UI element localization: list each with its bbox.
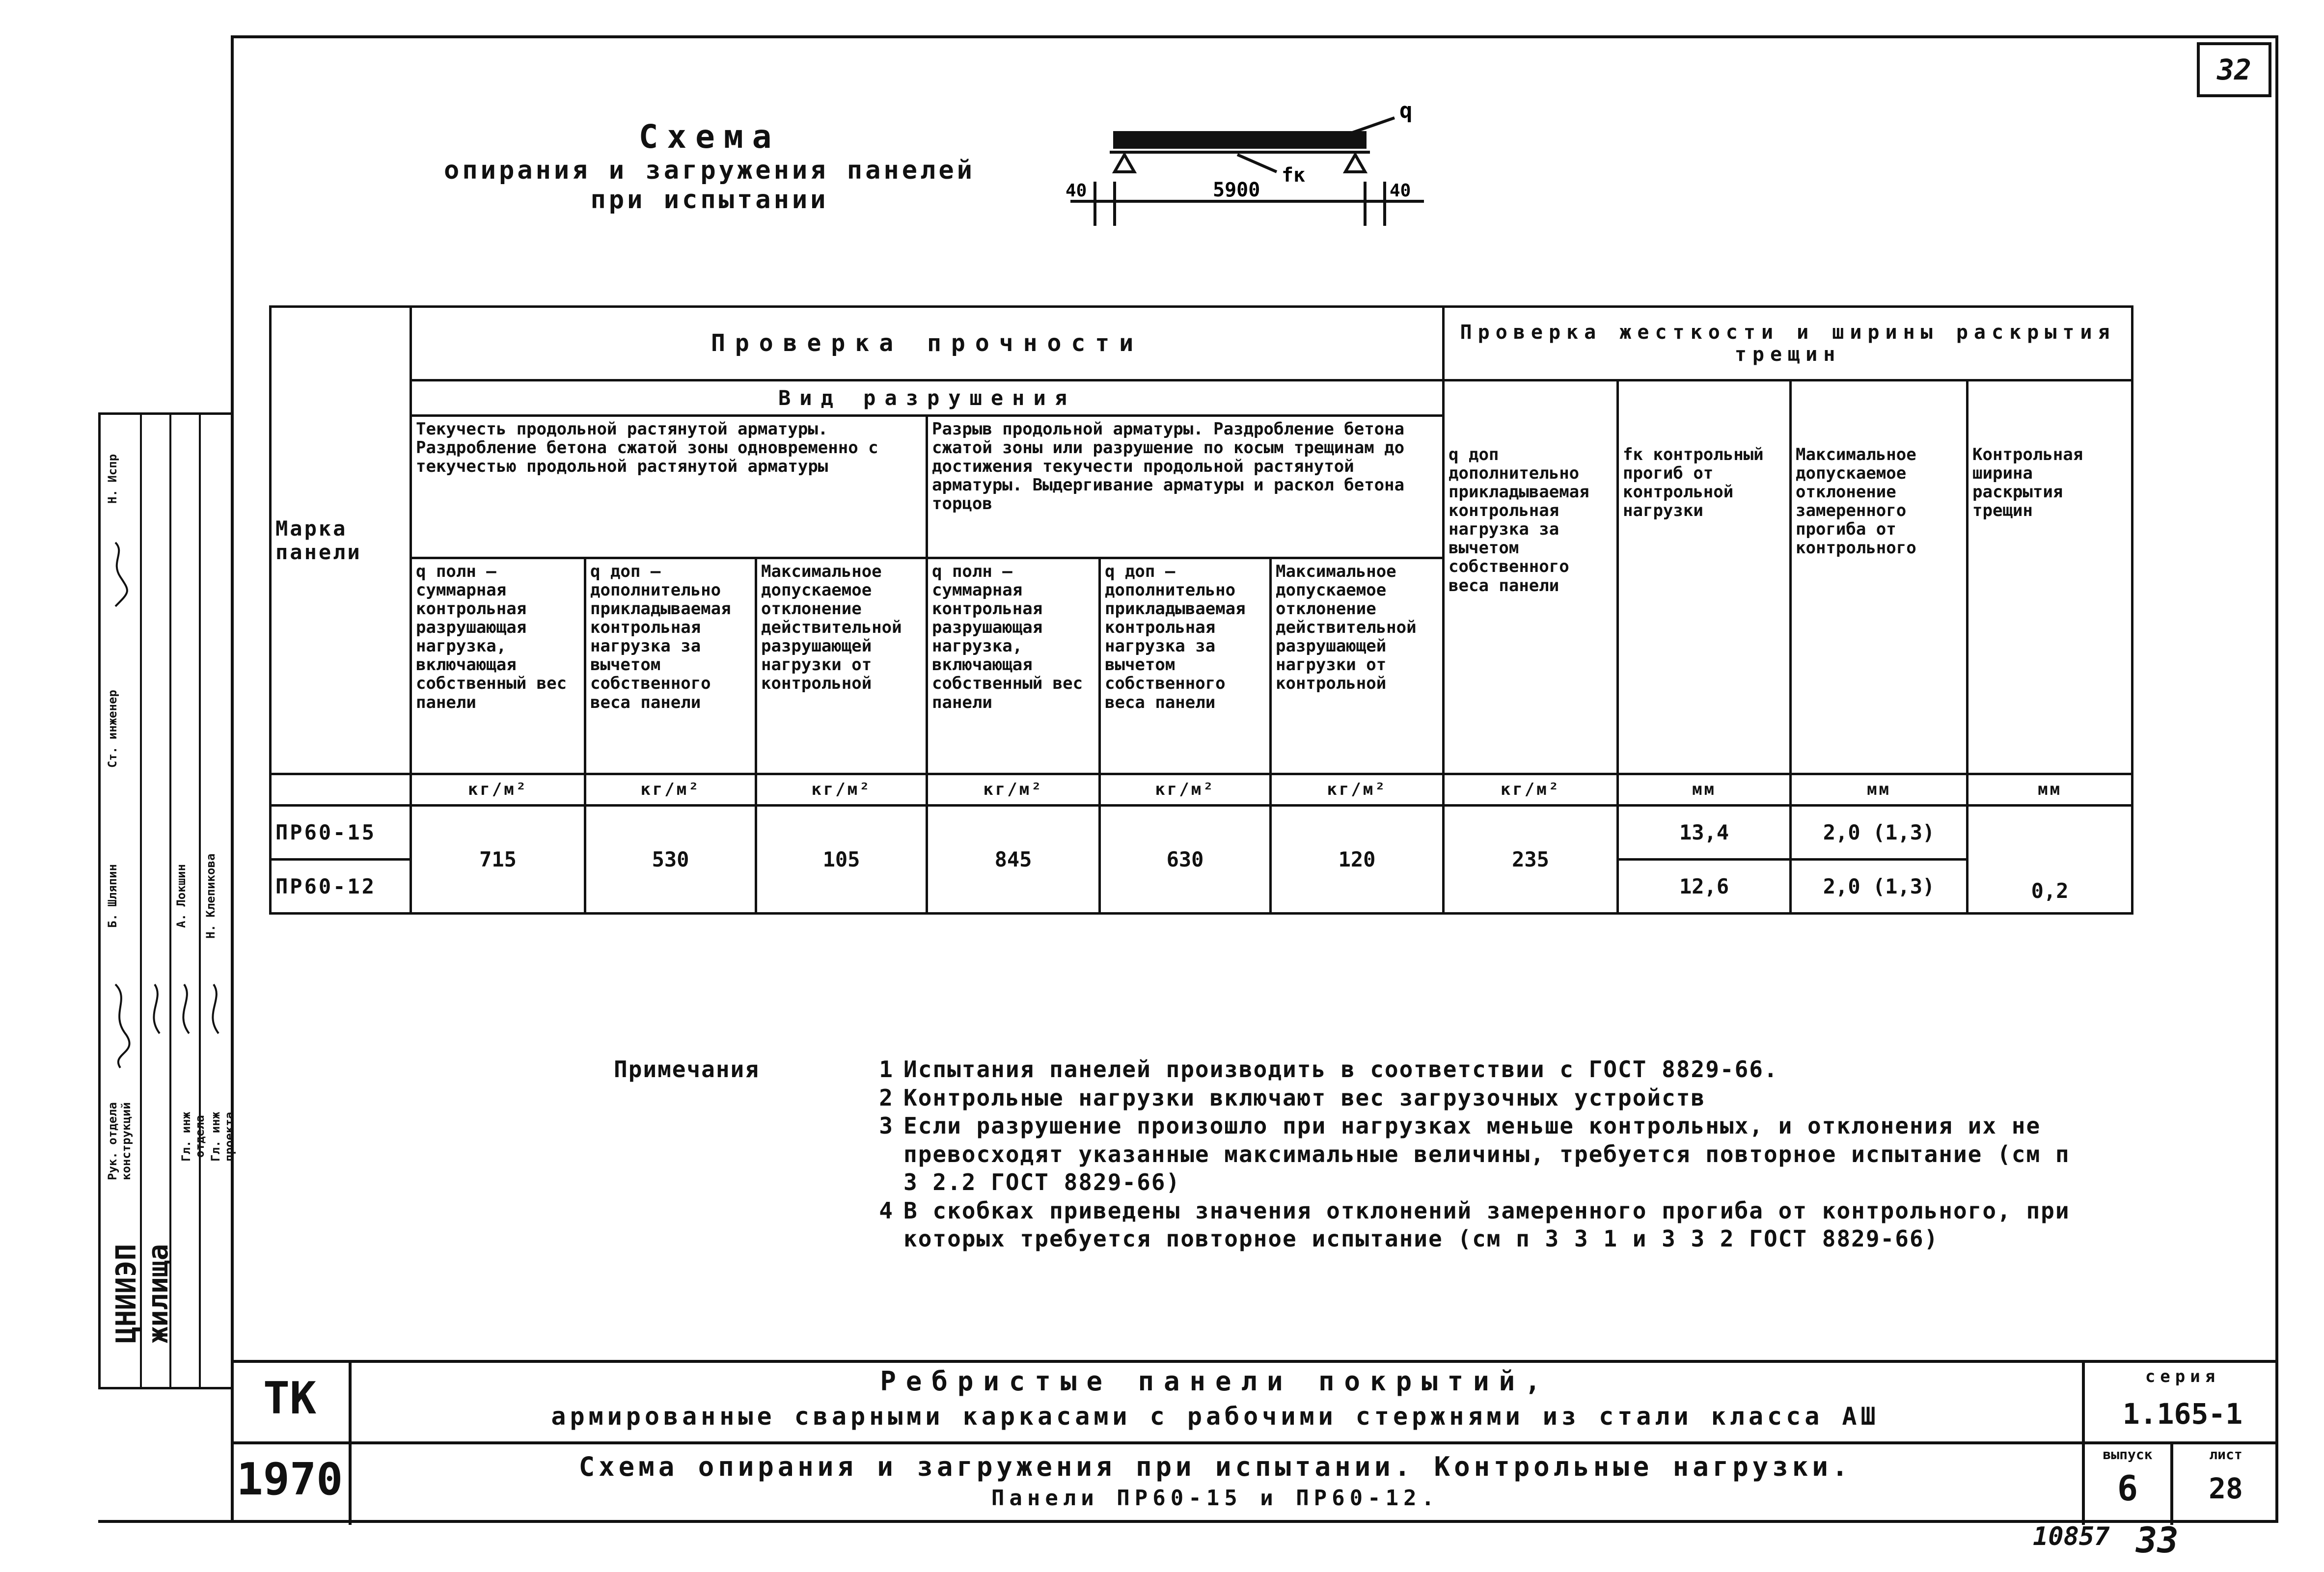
note-number: 1 — [879, 1056, 894, 1083]
title-line1: Ребристые панели покрытий, — [880, 1366, 1551, 1397]
loading-diagram — [1051, 98, 1453, 255]
failure-type-header: Вид разрушения — [411, 380, 1444, 416]
failure-group-1: Текучесть продольной растянутой арматуры. Раздробление бетона сжатой зоны одновременно с текучестью продольной растянутой арматуры — [411, 416, 927, 558]
stamp-name: Н. Клепикова — [204, 853, 218, 939]
col-mark-header: Марка панели — [271, 307, 411, 774]
stamp-name: Б. Шляпин — [106, 864, 119, 928]
table-row — [271, 806, 2133, 860]
note-text: Испытания панелей производить в соответствии с ГОСТ 8829-66. — [903, 1056, 1778, 1083]
col-q-full-2: q полн — суммарная контрольная разрушающая нагрузка, включающая собственный вес панели — [927, 558, 1100, 774]
heading-line1: Схема — [638, 118, 781, 156]
note-item — [614, 1112, 2087, 1197]
q-stiff-value: 235 — [1444, 806, 1618, 914]
page-number: 32 — [2197, 42, 2271, 97]
col-dev-2: Максимальное допускаемое отклонение действительной разрушающей нагрузки от контрольной — [1271, 558, 1444, 774]
left-support-dim: 40 — [1066, 181, 1087, 201]
series-label: серия — [2145, 1367, 2220, 1386]
q-full-1-value: 715 — [411, 806, 585, 914]
unit-cell: кг/м² — [1271, 774, 1444, 806]
note-item — [614, 1056, 2087, 1084]
frame-top — [231, 35, 2278, 38]
year-label: 1970 — [236, 1454, 343, 1505]
stamp-role: Рук. отдела конструкций — [106, 1102, 133, 1181]
stamp-name: А. Локшин — [174, 864, 188, 928]
col-dev-1: Максимальное допускаемое отклонение действительной разрушающей нагрузки от контрольной — [756, 558, 927, 774]
heading-line3: при испытании — [590, 185, 829, 215]
test-load-table — [269, 305, 2133, 915]
unit-cell: кг/м² — [756, 774, 927, 806]
deflection-label: fк — [1282, 164, 1306, 187]
deflection-leader — [1237, 155, 1277, 172]
notes-label: Примечания — [614, 1056, 760, 1083]
crack-value: 0,2 — [1968, 806, 2133, 914]
series-value: 1.165-1 — [2122, 1397, 2243, 1431]
right-support — [1345, 155, 1365, 172]
row-mark: ПР60-12 — [271, 860, 411, 914]
sheet-label: лист — [2209, 1446, 2242, 1463]
col-crack-width: Контрольная ширина раскрытия трещин — [1968, 380, 2133, 774]
left-support — [1115, 155, 1134, 172]
frame-right — [2275, 35, 2278, 1523]
stamp-role: Гл. инж отдела — [179, 1111, 207, 1162]
failure-group-2: Разрыв продольной арматуры. Раздробление бетона сжатой зоны или разрушение по косым трещинам до достижения текучести продольной растянутой арматуры. Выдергивание арматуры и раскол бетона торцов — [927, 416, 1444, 558]
heading — [403, 118, 1016, 215]
unit-cell: мм — [1791, 774, 1968, 806]
heading-line2: опирания и загружения панелей — [444, 156, 975, 185]
note-text: Если разрушение произошло при нагрузках меньше контрольных, и отклонения их не превосходят указанные максимальные величины, требуется повторное испытание (см п 3 2.2 ГОСТ 8829-66) — [903, 1112, 2070, 1195]
right-support-dim: 40 — [1390, 181, 1411, 201]
footer-code: 10857 — [2033, 1522, 2110, 1551]
dev-1-value: 105 — [756, 806, 927, 914]
dev-2-value: 120 — [1271, 806, 1444, 914]
title-line4: Панели ПР60-15 и ПР60-12. — [991, 1486, 1440, 1511]
max-dev-value: 2,0 (1,3) — [1791, 860, 1968, 914]
col-max-deviation: Максимальное допускаемое отклонение замеренного прогиба от контрольного — [1791, 380, 1968, 774]
sheet-value: 28 — [2209, 1472, 2243, 1505]
stamp-role: Гл. инж проекта — [209, 1111, 236, 1162]
note-number: 4 — [879, 1197, 894, 1224]
load-leader — [1345, 118, 1394, 135]
strength-header: Проверка прочности — [411, 307, 1444, 380]
unit-cell: мм — [1618, 774, 1791, 806]
code-label: ТК — [263, 1373, 317, 1424]
col-q-full-1: q полн — суммарная контрольная разрушающая нагрузка, включающая собственный вес панели — [411, 558, 585, 774]
load-label: q — [1399, 98, 1413, 123]
q-full-2-value: 845 — [927, 806, 1100, 914]
note-text: Контрольные нагрузки включают вес загрузочных устройств — [903, 1084, 1706, 1111]
note-number: 2 — [879, 1084, 894, 1111]
issue-value: 6 — [2117, 1468, 2138, 1509]
title-line2: армированные сварными каркасами с рабочими стержнями из стали класса АШ — [551, 1402, 1880, 1431]
issue-label: выпуск — [2103, 1446, 2153, 1463]
unit-cell: кг/м² — [1444, 774, 1618, 806]
note-item — [614, 1197, 2087, 1253]
unit-cell: кг/м² — [927, 774, 1100, 806]
row-mark: ПР60-15 — [271, 806, 411, 860]
org-name: ЦНИИЭП жилища — [110, 1244, 174, 1344]
col-q-add-2: q доп — дополнительно прикладываемая контрольная нагрузка за вычетом собственного веса панели — [1100, 558, 1271, 774]
stiffness-header: Проверка жесткости и ширины раскрытия трещин — [1444, 307, 2133, 380]
footer-number: 33 — [2136, 1519, 2179, 1561]
unit-cell: мм — [1968, 774, 2133, 806]
distributed-load — [1115, 133, 1365, 147]
side-stamp — [98, 412, 234, 1389]
col-fk: fк контрольный прогиб от контрольной нагрузки — [1618, 380, 1791, 774]
q-add-2-value: 630 — [1100, 806, 1271, 914]
note-text: В скобках приведены значения отклонений замеренного прогиба от контрольного, при которых требуется повторное испытание (см п 3 3 1 и 3 3 2 ГОСТ 8829-66) — [903, 1197, 2070, 1252]
note-number: 3 — [879, 1112, 894, 1139]
stamp-role: Н. Испр — [106, 454, 119, 504]
unit-spacer — [271, 774, 411, 806]
q-add-1-value: 530 — [585, 806, 756, 914]
col-q-add-1: q доп — дополнительно прикладываемая контрольная нагрузка за вычетом собственного веса панели — [585, 558, 756, 774]
unit-cell: кг/м² — [585, 774, 756, 806]
notes — [614, 1056, 2087, 1253]
unit-cell: кг/м² — [411, 774, 585, 806]
unit-cell: кг/м² — [1100, 774, 1271, 806]
stamp-role: Ст. инженер — [106, 690, 119, 768]
fk-value: 13,4 — [1618, 806, 1791, 860]
title-block — [231, 1360, 2278, 1525]
note-item — [614, 1084, 2087, 1112]
span-dim: 5900 — [1213, 179, 1260, 201]
col-q-stiff: q доп дополнительно прикладываемая контрольная нагрузка за вычетом собственного веса панели — [1444, 380, 1618, 774]
fk-value: 12,6 — [1618, 860, 1791, 914]
title-line3: Схема опирания и загружения при испытании. Контрольные нагрузки. — [578, 1451, 1852, 1482]
max-dev-value: 2,0 (1,3) — [1791, 806, 1968, 860]
